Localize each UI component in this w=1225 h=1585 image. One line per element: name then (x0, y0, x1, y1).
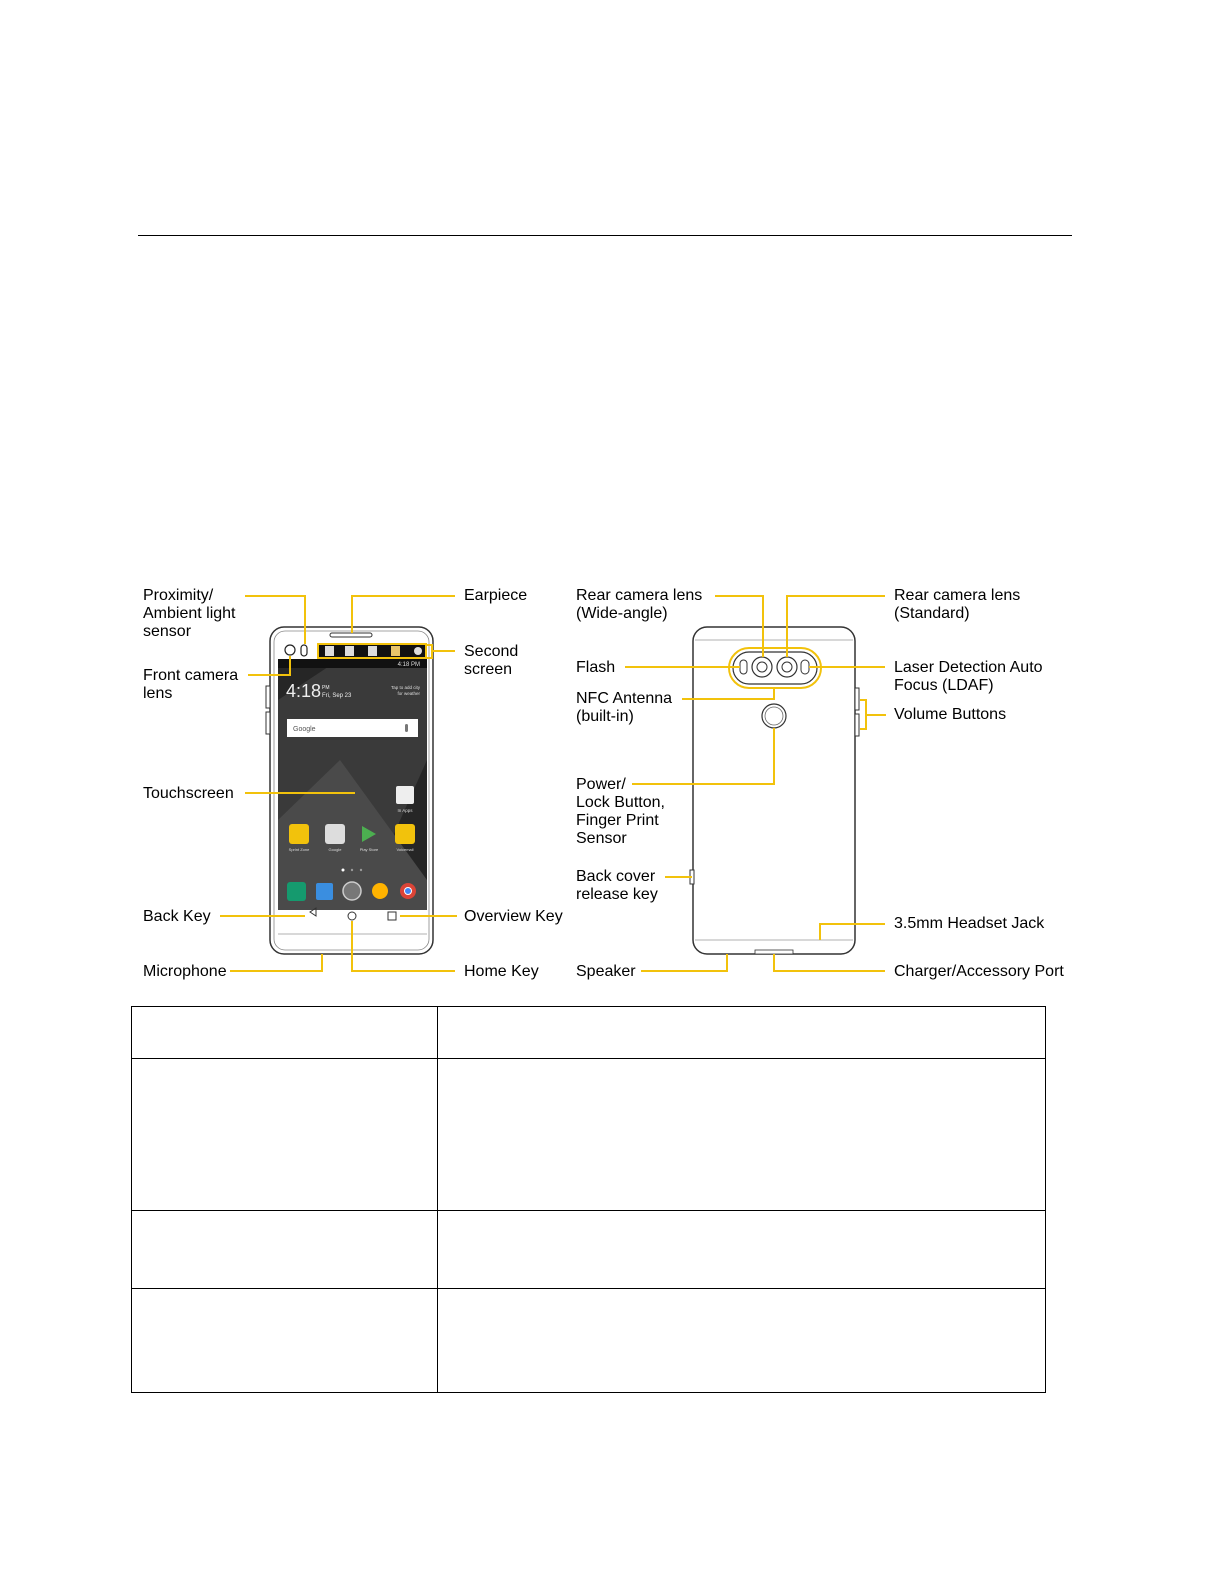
label-volume-buttons: Volume Buttons (894, 706, 1007, 723)
label-ldaf: Laser Detection Auto Focus (LDAF) (894, 659, 1043, 694)
table-cell-part (132, 1007, 438, 1059)
label-microphone: Microphone (143, 963, 227, 980)
photos-app-icon (372, 883, 388, 899)
table-row (132, 1059, 1046, 1211)
messages-app-icon (316, 883, 333, 900)
status-time: 4:18 PM (397, 662, 420, 668)
label-rear-standard: Rear camera lens (Standard) (894, 587, 1021, 622)
table-cell-description (438, 1059, 1046, 1211)
ldaf-sensor-icon (801, 660, 809, 674)
camera-app-icon (343, 882, 361, 900)
label-power-button: Power/ Lock Button, Finger Print Sensor (576, 776, 665, 847)
google-folder-icon (325, 824, 345, 844)
clock-time: 4:18 (286, 681, 322, 701)
label-rear-wide: Rear camera lens (Wide-angle) (576, 587, 703, 622)
voicemail-icon (395, 824, 415, 844)
table-cell-description (438, 1211, 1046, 1289)
front-phone (266, 627, 433, 954)
label-home-key: Home Key (464, 963, 539, 980)
flash-icon (740, 660, 747, 674)
header-rule (138, 235, 1072, 236)
label-proximity-sensor: Proximity/ Ambient light sensor (143, 587, 236, 640)
table-cell-description (438, 1007, 1046, 1059)
clock-date: Fri, Sep 23 (322, 693, 352, 699)
app-label-sprint-zone: Sprint Zone (288, 847, 310, 852)
label-front-camera: Front camera lens (143, 667, 239, 702)
label-touchscreen: Touchscreen (143, 785, 234, 802)
apps-folder-icon (396, 786, 414, 804)
parts-table (131, 1006, 1046, 1393)
weather-line-1: Tap to add city (390, 685, 420, 690)
label-speaker: Speaker (576, 963, 636, 980)
table-row (132, 1289, 1046, 1393)
label-earpiece: Earpiece (464, 587, 528, 604)
label-second-screen: Second screen (464, 643, 519, 678)
label-headset-jack: 3.5mm Headset Jack (894, 915, 1045, 932)
back-phone (690, 627, 859, 954)
label-back-key: Back Key (143, 908, 211, 925)
table-header-row (132, 1007, 1046, 1059)
proximity-sensor-icon (301, 645, 307, 656)
label-flash: Flash (576, 659, 616, 676)
label-nfc-antenna: NFC Antenna (built-in) (576, 690, 673, 725)
label-back-cover: Back cover release key (576, 868, 658, 903)
table-cell-part (132, 1211, 438, 1289)
front-camera-lens-icon (285, 645, 295, 655)
sprint-zone-icon (289, 824, 309, 844)
label-charger-port: Charger/Accessory Port (894, 963, 1064, 980)
table-row (132, 1211, 1046, 1289)
weather-line-2: for weather (397, 691, 420, 696)
phone-app-icon (287, 882, 306, 901)
clock-ampm: PM (322, 685, 330, 691)
label-overview-key: Overview Key (464, 908, 563, 925)
app-label-play-store: Play Store (359, 847, 379, 852)
app-label-voicemail: Voicemail (396, 847, 414, 852)
table-cell-part (132, 1289, 438, 1393)
fingerprint-sensor-icon (762, 704, 786, 728)
folder-label: In Apps (397, 808, 413, 813)
table-cell-description (438, 1289, 1046, 1393)
table-cell-part (132, 1059, 438, 1211)
google-brand: Google (293, 726, 316, 733)
app-label-google: Google (328, 847, 342, 852)
